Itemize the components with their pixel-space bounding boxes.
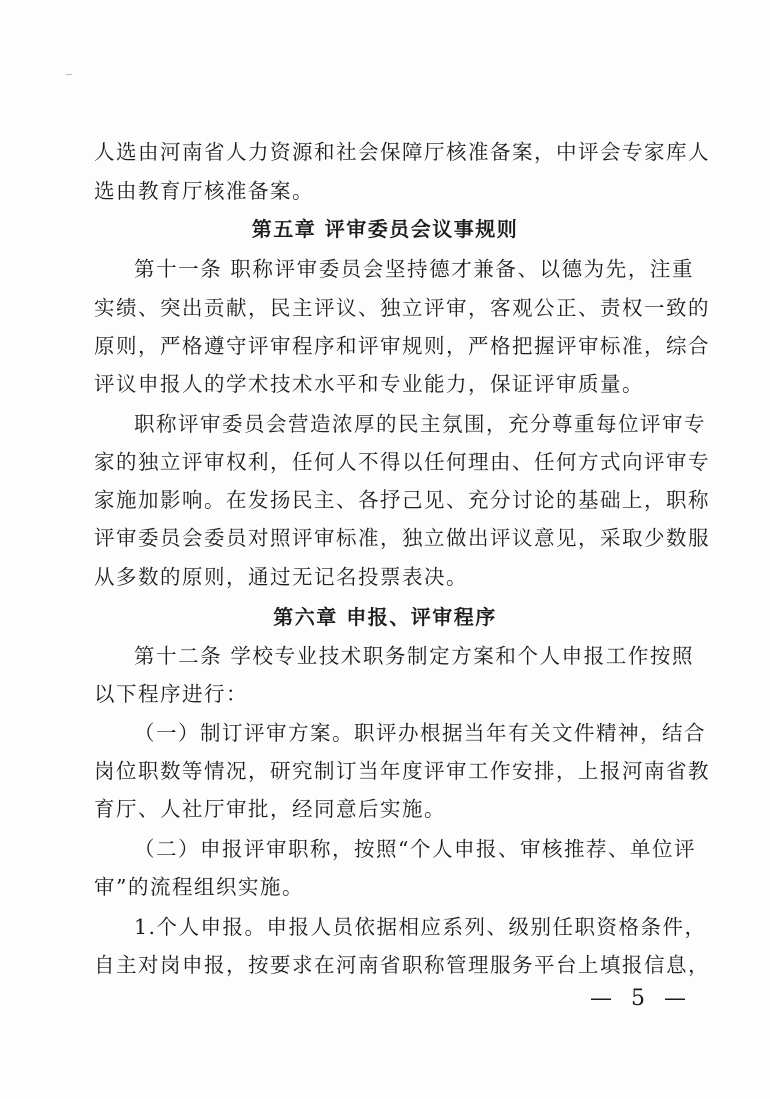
paragraph-line: 第十一条 职称评审委员会坚持德才兼备、以德为先，注重: [134, 257, 694, 281]
paragraph-line: 育厅、人社厅审批，经同意后实施。: [94, 797, 446, 821]
paragraph-line: 第十二条 学校专业技术职务制定方案和个人申报工作按照: [134, 644, 694, 668]
paragraph-line: 从多数的原则，通过无记名投票表决。: [94, 565, 468, 589]
paragraph-line: 实绩、突出贡献，民主评议、独立评审，客观公正、责权一致的: [94, 296, 710, 320]
paragraph-line: 家的独立评审权利，任何人不得以任何理由、任何方式向评审专: [94, 450, 710, 474]
paragraph-line: 人选由河南省人力资源和社会保障厅核准备案，中评会专家库人: [94, 140, 710, 164]
paragraph-line: 以下程序进行：: [94, 682, 248, 706]
paragraph-line: 审”的流程组织实施。: [94, 875, 304, 899]
chapter-heading: 第六章 申报、评审程序: [273, 605, 497, 629]
paragraph-line: 自主对岗申报，按要求在河南省职称管理服务平台上填报信息，: [94, 953, 710, 977]
paragraph-line: 岗位职数等情况，研究制订当年度评审工作安排，上报河南省教: [94, 759, 710, 783]
paragraph-line: 选由教育厅核准备案。: [94, 179, 314, 203]
paragraph-line: 评审委员会委员对照评审标准，独立做出评议意见，采取少数服: [94, 526, 710, 550]
paragraph-line: 职称评审委员会营造浓厚的民主氛围，充分尊重每位评审专: [134, 412, 706, 436]
paragraph-line: 评议申报人的学术技术水平和专业能力，保证评审质量。: [94, 372, 644, 396]
chapter-heading: 第五章 评审委员会议事规则: [251, 217, 519, 241]
paragraph-line: 1.个人申报。申报人员依据相应系列、级别任职资格条件，: [134, 915, 707, 939]
page-number: — 5 —: [590, 986, 692, 1011]
scan-speck: [66, 74, 72, 75]
paragraph-line: 原则，严格遵守评审程序和评审规则，严格把握评审标准，综合: [94, 334, 710, 358]
paragraph-line: （二）申报评审职称，按照“个人申报、审核推荐、单位评: [134, 837, 696, 861]
paragraph-line: （一）制订评审方案。职评办根据当年有关文件精神，结合: [134, 721, 706, 745]
paragraph-line: 家施加影响。在发扬民主、各抒己见、充分讨论的基础上，职称: [94, 488, 710, 512]
